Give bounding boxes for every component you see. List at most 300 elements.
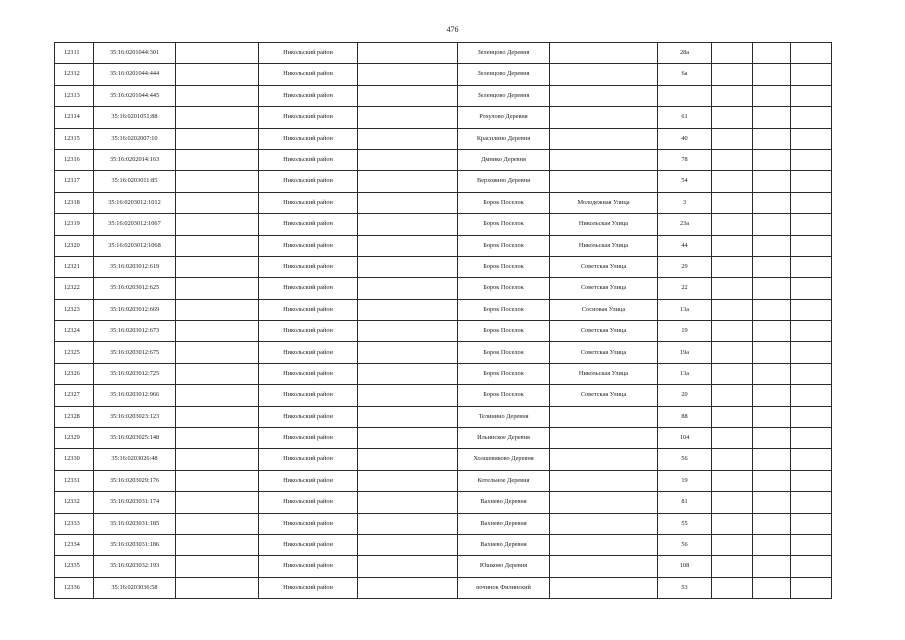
empty-cell	[358, 128, 458, 149]
street-cell	[550, 128, 658, 149]
street-cell	[550, 43, 658, 64]
district-cell: Никольский район	[259, 449, 358, 470]
empty-cell	[176, 428, 259, 449]
empty-cell	[176, 556, 259, 577]
empty-cell	[712, 278, 753, 299]
district-cell: Никольский район	[259, 85, 358, 106]
empty-cell	[358, 363, 458, 384]
empty-cell	[358, 321, 458, 342]
empty-cell	[791, 470, 832, 491]
row-number-cell: 12321	[55, 256, 94, 277]
cadastral-number-cell: 35:16:0203012:725	[94, 363, 176, 384]
empty-cell	[712, 256, 753, 277]
locality-cell: починок Филинский	[458, 577, 550, 598]
row-number-cell: 12316	[55, 149, 94, 170]
empty-cell	[176, 171, 259, 192]
district-cell: Никольский район	[259, 64, 358, 85]
table-row	[55, 385, 832, 406]
house-number-cell: 53	[658, 577, 712, 598]
empty-cell	[358, 85, 458, 106]
empty-cell	[791, 278, 832, 299]
street-cell: Никольская Улица	[550, 214, 658, 235]
empty-cell	[753, 577, 791, 598]
district-cell: Никольский район	[259, 192, 358, 213]
empty-cell	[753, 406, 791, 427]
empty-cell	[753, 321, 791, 342]
empty-cell	[753, 192, 791, 213]
empty-cell	[358, 171, 458, 192]
house-number-cell: 44	[658, 235, 712, 256]
locality-cell: Холшевиково Деревня	[458, 449, 550, 470]
empty-cell	[712, 406, 753, 427]
empty-cell	[176, 85, 259, 106]
table-row	[55, 428, 832, 449]
table-row	[55, 321, 832, 342]
locality-cell: Борок Поселок	[458, 299, 550, 320]
empty-cell	[712, 385, 753, 406]
cadastral-number-cell: 35:16:0203012:673	[94, 321, 176, 342]
table-row	[55, 214, 832, 235]
empty-cell	[358, 385, 458, 406]
street-cell	[550, 428, 658, 449]
registry-body	[55, 43, 832, 599]
row-number-cell: 12333	[55, 513, 94, 534]
street-cell: Никольская Улица	[550, 235, 658, 256]
empty-cell	[358, 149, 458, 170]
empty-cell	[753, 363, 791, 384]
empty-cell	[753, 85, 791, 106]
cadastral-number-cell: 35:16:0201044:301	[94, 43, 176, 64]
locality-cell: Борок Поселок	[458, 363, 550, 384]
table-row	[55, 256, 832, 277]
table-row	[55, 406, 832, 427]
house-number-cell: 19	[658, 321, 712, 342]
empty-cell	[712, 299, 753, 320]
street-cell	[550, 107, 658, 128]
empty-cell	[791, 192, 832, 213]
empty-cell	[791, 534, 832, 555]
table-row	[55, 64, 832, 85]
empty-cell	[712, 428, 753, 449]
table-row	[55, 278, 832, 299]
empty-cell	[712, 449, 753, 470]
empty-cell	[753, 107, 791, 128]
house-number-cell: 19а	[658, 342, 712, 363]
row-number-cell: 12323	[55, 299, 94, 320]
empty-cell	[753, 534, 791, 555]
empty-cell	[712, 577, 753, 598]
cadastral-number-cell: 35:16:0203031:174	[94, 492, 176, 513]
empty-cell	[176, 492, 259, 513]
district-cell: Никольский район	[259, 278, 358, 299]
street-cell: Молодежная Улица	[550, 192, 658, 213]
street-cell: Советская Улица	[550, 278, 658, 299]
empty-cell	[358, 556, 458, 577]
cadastral-number-cell: 35:16:0203023:123	[94, 406, 176, 427]
empty-cell	[712, 149, 753, 170]
empty-cell	[712, 64, 753, 85]
house-number-cell: 23а	[658, 214, 712, 235]
row-number-cell: 12311	[55, 43, 94, 64]
cadastral-number-cell: 35:16:0203012:1012	[94, 192, 176, 213]
house-number-cell: 56	[658, 449, 712, 470]
empty-cell	[358, 534, 458, 555]
district-cell: Никольский район	[259, 214, 358, 235]
empty-cell	[176, 577, 259, 598]
locality-cell: Юшково Деревня	[458, 556, 550, 577]
locality-cell: Телинино Деревня	[458, 406, 550, 427]
empty-cell	[791, 321, 832, 342]
district-cell: Никольский район	[259, 385, 358, 406]
locality-cell: Ильинское Деревня	[458, 428, 550, 449]
empty-cell	[176, 321, 259, 342]
empty-cell	[358, 470, 458, 491]
house-number-cell: 56	[658, 534, 712, 555]
street-cell	[550, 577, 658, 598]
row-number-cell: 12322	[55, 278, 94, 299]
row-number-cell: 12334	[55, 534, 94, 555]
empty-cell	[791, 256, 832, 277]
empty-cell	[176, 107, 259, 128]
locality-cell: Борок Поселок	[458, 342, 550, 363]
row-number-cell: 12335	[55, 556, 94, 577]
empty-cell	[753, 492, 791, 513]
empty-cell	[176, 513, 259, 534]
empty-cell	[791, 43, 832, 64]
empty-cell	[712, 534, 753, 555]
locality-cell: Зеленцово Деревня	[458, 43, 550, 64]
row-number-cell: 12331	[55, 470, 94, 491]
district-cell: Никольский район	[259, 43, 358, 64]
empty-cell	[791, 85, 832, 106]
row-number-cell: 12314	[55, 107, 94, 128]
cadastral-number-cell: 35:16:0203012:675	[94, 342, 176, 363]
empty-cell	[753, 235, 791, 256]
locality-cell: Котельное Деревня	[458, 470, 550, 491]
house-number-cell: 81	[658, 492, 712, 513]
empty-cell	[791, 299, 832, 320]
street-cell: Советская Улица	[550, 256, 658, 277]
locality-cell: Рохулово Деревня	[458, 107, 550, 128]
cadastral-number-cell: 35:16:0203012:619	[94, 256, 176, 277]
empty-cell	[712, 363, 753, 384]
district-cell: Никольский район	[259, 256, 358, 277]
table-row	[55, 363, 832, 384]
empty-cell	[176, 449, 259, 470]
empty-cell	[358, 299, 458, 320]
empty-cell	[753, 214, 791, 235]
empty-cell	[791, 513, 832, 534]
house-number-cell: 108	[658, 556, 712, 577]
street-cell	[550, 534, 658, 555]
page-number: 476	[446, 25, 459, 34]
table-row	[55, 342, 832, 363]
cadastral-number-cell: 35:16:0203025:148	[94, 428, 176, 449]
locality-cell: Борок Поселок	[458, 214, 550, 235]
street-cell	[550, 149, 658, 170]
empty-cell	[712, 342, 753, 363]
locality-cell: Зеленцово Деревня	[458, 64, 550, 85]
district-cell: Никольский район	[259, 107, 358, 128]
empty-cell	[358, 278, 458, 299]
street-cell	[550, 556, 658, 577]
empty-cell	[753, 43, 791, 64]
table-row	[55, 149, 832, 170]
district-cell: Никольский район	[259, 149, 358, 170]
empty-cell	[176, 235, 259, 256]
locality-cell: Дмнико Деревня	[458, 149, 550, 170]
empty-cell	[176, 406, 259, 427]
row-number-cell: 12328	[55, 406, 94, 427]
district-cell: Никольский район	[259, 534, 358, 555]
locality-cell: Борок Поселок	[458, 235, 550, 256]
district-cell: Никольский район	[259, 556, 358, 577]
empty-cell	[176, 534, 259, 555]
row-number-cell: 12326	[55, 363, 94, 384]
empty-cell	[358, 235, 458, 256]
empty-cell	[791, 64, 832, 85]
empty-cell	[791, 342, 832, 363]
empty-cell	[791, 577, 832, 598]
empty-cell	[358, 214, 458, 235]
house-number-cell: 13а	[658, 363, 712, 384]
empty-cell	[358, 513, 458, 534]
street-cell	[550, 64, 658, 85]
district-cell: Никольский район	[259, 406, 358, 427]
empty-cell	[358, 406, 458, 427]
locality-cell: Борок Поселок	[458, 321, 550, 342]
empty-cell	[753, 171, 791, 192]
empty-cell	[712, 321, 753, 342]
empty-cell	[791, 385, 832, 406]
empty-cell	[358, 428, 458, 449]
street-cell	[550, 449, 658, 470]
empty-cell	[176, 470, 259, 491]
cadastral-number-cell: 35:16:0202014:163	[94, 149, 176, 170]
empty-cell	[358, 192, 458, 213]
empty-cell	[791, 149, 832, 170]
empty-cell	[358, 43, 458, 64]
empty-cell	[753, 449, 791, 470]
empty-cell	[712, 192, 753, 213]
house-number-cell: 6а	[658, 64, 712, 85]
empty-cell	[753, 470, 791, 491]
table-row	[55, 171, 832, 192]
locality-cell: Краснлино Деревня	[458, 128, 550, 149]
empty-cell	[176, 43, 259, 64]
district-cell: Никольский район	[259, 321, 358, 342]
empty-cell	[791, 107, 832, 128]
empty-cell	[791, 449, 832, 470]
empty-cell	[791, 492, 832, 513]
empty-cell	[176, 214, 259, 235]
row-number-cell: 12325	[55, 342, 94, 363]
empty-cell	[791, 171, 832, 192]
table-row	[55, 534, 832, 555]
empty-cell	[753, 149, 791, 170]
table-row	[55, 492, 832, 513]
empty-cell	[712, 214, 753, 235]
row-number-cell: 12312	[55, 64, 94, 85]
house-number-cell: 19	[658, 470, 712, 491]
row-number-cell: 12320	[55, 235, 94, 256]
street-cell	[550, 513, 658, 534]
locality-cell: Борок Поселок	[458, 256, 550, 277]
cadastral-number-cell: 35:16:0201044:444	[94, 64, 176, 85]
table-row	[55, 556, 832, 577]
empty-cell	[753, 385, 791, 406]
cadastral-number-cell: 35:16:0203036:58	[94, 577, 176, 598]
empty-cell	[358, 342, 458, 363]
district-cell: Никольский район	[259, 299, 358, 320]
empty-cell	[753, 513, 791, 534]
house-number-cell: 13а	[658, 299, 712, 320]
house-number-cell: 54	[658, 171, 712, 192]
row-number-cell: 12327	[55, 385, 94, 406]
house-number-cell: 104	[658, 428, 712, 449]
empty-cell	[358, 449, 458, 470]
district-cell: Никольский район	[259, 513, 358, 534]
table-row	[55, 235, 832, 256]
row-number-cell: 12329	[55, 428, 94, 449]
table-row	[55, 107, 832, 128]
cadastral-number-cell: 35:16:0203031:186	[94, 534, 176, 555]
empty-cell	[753, 278, 791, 299]
district-cell: Никольский район	[259, 235, 358, 256]
table-row	[55, 470, 832, 491]
table-row	[55, 449, 832, 470]
empty-cell	[176, 299, 259, 320]
cadastral-number-cell: 35:16:0203011:85	[94, 171, 176, 192]
cadastral-number-cell: 35:16:0203031:185	[94, 513, 176, 534]
empty-cell	[358, 107, 458, 128]
district-cell: Никольский район	[259, 128, 358, 149]
house-number-cell: 88	[658, 406, 712, 427]
table-row	[55, 577, 832, 598]
empty-cell	[753, 64, 791, 85]
empty-cell	[753, 556, 791, 577]
table-row	[55, 299, 832, 320]
district-cell: Никольский район	[259, 363, 358, 384]
empty-cell	[791, 556, 832, 577]
locality-cell: Борок Поселок	[458, 278, 550, 299]
empty-cell	[176, 256, 259, 277]
district-cell: Никольский район	[259, 342, 358, 363]
house-number-cell: 22	[658, 278, 712, 299]
cadastral-number-cell: 35:16:0203012:966	[94, 385, 176, 406]
row-number-cell: 12319	[55, 214, 94, 235]
locality-cell: Борок Поселок	[458, 385, 550, 406]
row-number-cell: 12313	[55, 85, 94, 106]
empty-cell	[712, 513, 753, 534]
empty-cell	[753, 428, 791, 449]
table-row	[55, 513, 832, 534]
street-cell: Советская Улица	[550, 342, 658, 363]
row-number-cell: 12332	[55, 492, 94, 513]
empty-cell	[791, 363, 832, 384]
empty-cell	[712, 85, 753, 106]
cadastral-number-cell: 35:16:0203029:176	[94, 470, 176, 491]
house-number-cell: 29	[658, 256, 712, 277]
house-number-cell: 40	[658, 128, 712, 149]
cadastral-number-cell: 35:16:0203012:625	[94, 278, 176, 299]
empty-cell	[358, 256, 458, 277]
cadastral-number-cell: 35:16:0202007:10	[94, 128, 176, 149]
empty-cell	[176, 363, 259, 384]
street-cell: Никольская Улица	[550, 363, 658, 384]
locality-cell: Вахнево Деревня	[458, 513, 550, 534]
house-number-cell: 78	[658, 149, 712, 170]
district-cell: Никольский район	[259, 577, 358, 598]
table-row	[55, 192, 832, 213]
cadastral-number-cell: 35:16:0201044:445	[94, 85, 176, 106]
empty-cell	[176, 64, 259, 85]
row-number-cell: 12330	[55, 449, 94, 470]
empty-cell	[753, 128, 791, 149]
row-number-cell: 12318	[55, 192, 94, 213]
empty-cell	[791, 428, 832, 449]
street-cell	[550, 492, 658, 513]
row-number-cell: 12336	[55, 577, 94, 598]
locality-cell: Борок Поселок	[458, 192, 550, 213]
street-cell	[550, 171, 658, 192]
empty-cell	[712, 235, 753, 256]
empty-cell	[753, 256, 791, 277]
locality-cell: Верховино Деревня	[458, 171, 550, 192]
cadastral-number-cell: 35:16:0203012:1067	[94, 214, 176, 235]
cadastral-number-cell: 35:16:0203012:669	[94, 299, 176, 320]
district-cell: Никольский район	[259, 428, 358, 449]
empty-cell	[176, 342, 259, 363]
empty-cell	[712, 492, 753, 513]
locality-cell: Вахнево Деревня	[458, 534, 550, 555]
street-cell: Советская Улица	[550, 321, 658, 342]
empty-cell	[712, 470, 753, 491]
row-number-cell: 12317	[55, 171, 94, 192]
table-row	[55, 128, 832, 149]
empty-cell	[791, 406, 832, 427]
district-cell: Никольский район	[259, 492, 358, 513]
empty-cell	[358, 492, 458, 513]
house-number-cell: 28а	[658, 43, 712, 64]
empty-cell	[712, 556, 753, 577]
house-number-cell: 3	[658, 192, 712, 213]
table-row	[55, 43, 832, 64]
table-row	[55, 85, 832, 106]
empty-cell	[176, 385, 259, 406]
empty-cell	[753, 342, 791, 363]
empty-cell	[791, 235, 832, 256]
empty-cell	[176, 278, 259, 299]
cadastral-number-cell: 35:16:0201051:88	[94, 107, 176, 128]
row-number-cell: 12324	[55, 321, 94, 342]
empty-cell	[176, 192, 259, 213]
locality-cell: Вахнево Деревня	[458, 492, 550, 513]
locality-cell: Зеленцово Деревня	[458, 85, 550, 106]
empty-cell	[176, 128, 259, 149]
cadastral-number-cell: 35:16:0203026:48	[94, 449, 176, 470]
empty-cell	[712, 43, 753, 64]
district-cell: Никольский район	[259, 470, 358, 491]
house-number-cell: 61	[658, 107, 712, 128]
street-cell: Советская Улица	[550, 385, 658, 406]
street-cell	[550, 470, 658, 491]
house-number-cell: 55	[658, 513, 712, 534]
empty-cell	[791, 128, 832, 149]
registry-table	[54, 42, 832, 599]
district-cell: Никольский район	[259, 171, 358, 192]
empty-cell	[712, 128, 753, 149]
